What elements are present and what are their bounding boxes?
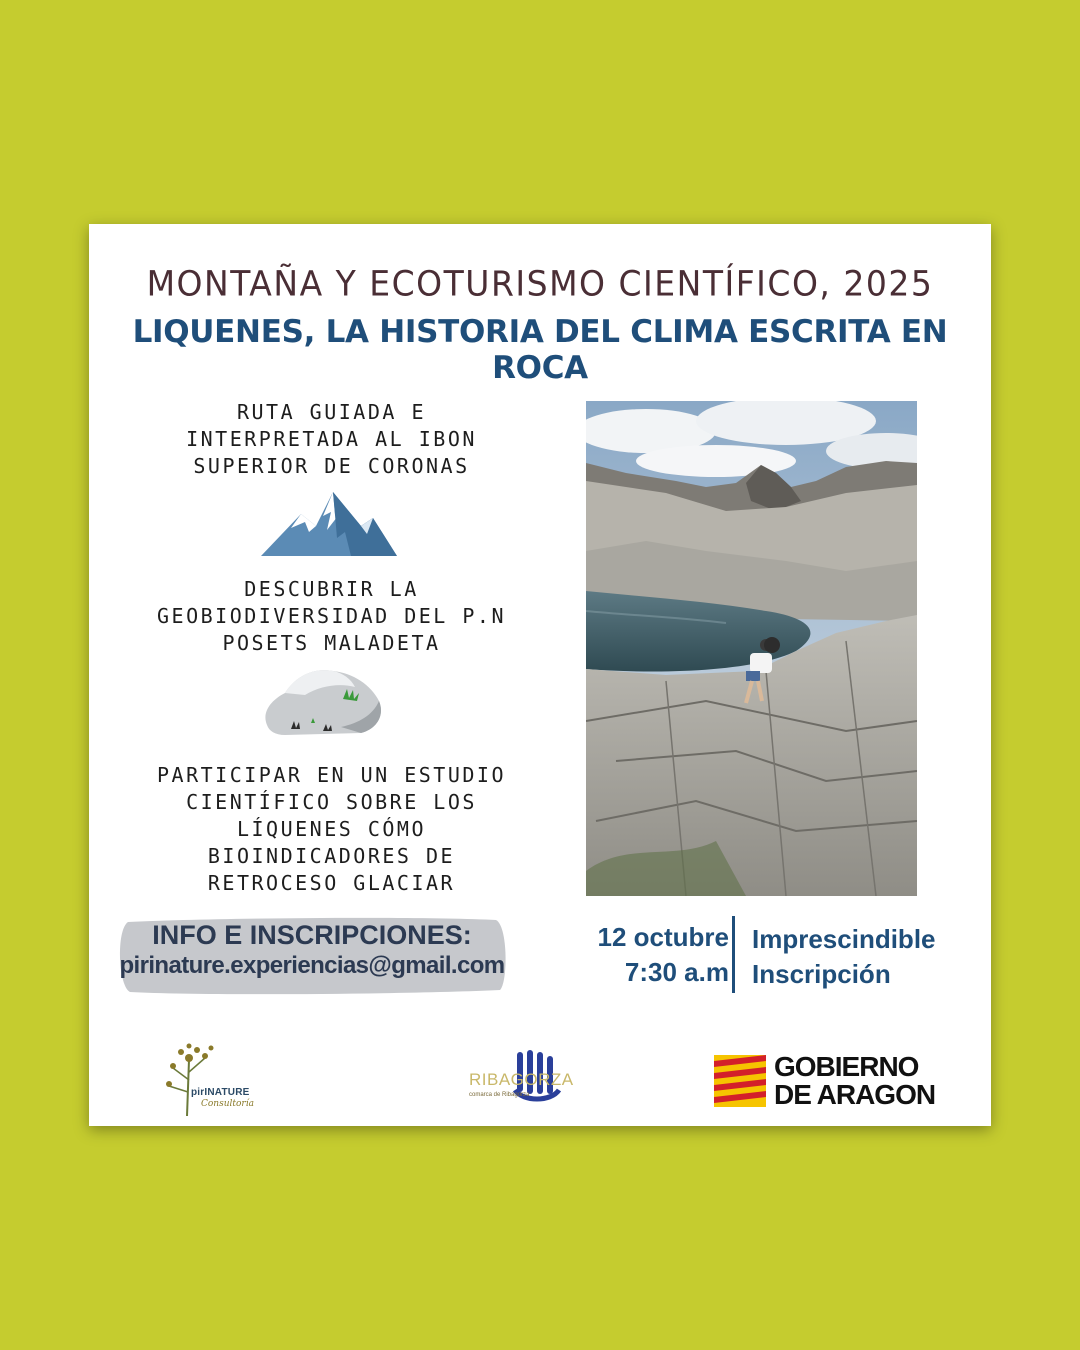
info-label: INFO E INSCRIPCIONES: [152, 920, 472, 950]
pirinature-logo [159, 1040, 259, 1120]
date-divider [732, 916, 735, 993]
registration-requirement [752, 922, 982, 992]
pirinature-name: pirINATURE [191, 1087, 250, 1098]
event-date-time [559, 920, 729, 990]
info-registration-box [116, 916, 508, 996]
poster-subtitle: LIQUENES, LA HISTORIA DEL CLIMA ESCRITA EN ROCA [132, 314, 948, 386]
feature-scientific-study: PARTICIPAR EN UN ESTUDIO CIENTÍFICO SOBRE LOS LÍQUENES CÓMO BIOINDICADORES DE RETROCESO GLACIAR [157, 763, 506, 895]
lake-mountain-photo [586, 401, 917, 896]
gobierno-line-1: GOBIERNO [774, 1051, 919, 1082]
ribagorza-name: RIBAGORZA [469, 1070, 574, 1089]
requirement-line-1: Imprescindible [752, 924, 936, 954]
info-email[interactable]: pirinature.experiencias@gmail.com [119, 952, 505, 979]
mountain-icon [261, 486, 397, 562]
requirement-line-2: Inscripción [752, 959, 891, 989]
feature-geobiodiversity: DESCUBRIR LA GEOBIODIVERSIDAD DEL P.N POSETS MALADETA [157, 577, 506, 655]
ribagorza-logo [467, 1050, 574, 1110]
gobierno-aragon-logo [714, 1053, 954, 1109]
feature-guided-route: RUTA GUIADA E INTERPRETADA AL IBON SUPERIOR DE CORONAS [186, 400, 477, 478]
gobierno-line-2: DE ARAGON [774, 1079, 936, 1110]
aragon-flag-icon [714, 1055, 766, 1107]
event-date: 12 octubre [597, 922, 729, 952]
gobierno-text [774, 1053, 935, 1109]
pirinature-sub: Consultoría [201, 1099, 254, 1109]
ribagorza-sub: comarca de Ribagorza [469, 1092, 530, 1098]
lichen-rock-icon [261, 659, 385, 743]
event-time: 7:30 a.m [624, 957, 729, 987]
poster-title: MONTAÑA Y ECOTURISMO CIENTÍFICO, 2025 [146, 263, 934, 304]
event-poster-card [89, 224, 991, 1126]
